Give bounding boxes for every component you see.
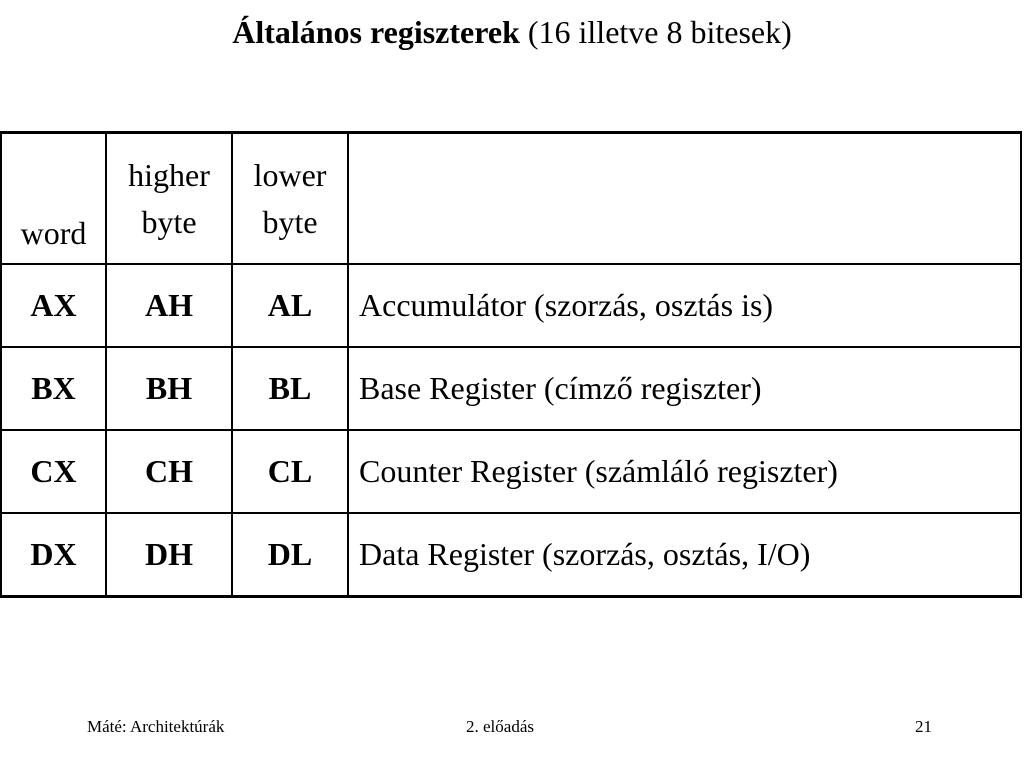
register-description: Counter Register (számláló regiszter) [348, 430, 1021, 513]
table-row [1, 347, 1021, 430]
table-row [1, 513, 1021, 597]
register-description: Accumulátor (szorzás, osztás is) [348, 264, 1021, 347]
header-higher-byte [106, 133, 232, 265]
header-word: word [1, 133, 106, 265]
register-word: CX [1, 430, 106, 513]
table-row [1, 264, 1021, 347]
register-high-byte: AH [106, 264, 232, 347]
register-word: AX [1, 264, 106, 347]
register-high-byte: DH [106, 513, 232, 597]
register-description: Base Register (címző regiszter) [348, 347, 1021, 430]
register-description: Data Register (szorzás, osztás, I/O) [348, 513, 1021, 597]
register-low-byte: BL [232, 347, 348, 430]
slide-title [0, 10, 1024, 54]
footer-lecture: 2. előadás [466, 717, 534, 736]
register-word: BX [1, 347, 106, 430]
register-low-byte: AL [232, 264, 348, 347]
table-header-row [1, 133, 1021, 265]
header-lower-byte [232, 133, 348, 265]
register-low-byte: DL [232, 513, 348, 597]
header-lower-byte-line2: byte [262, 203, 318, 240]
table-row [1, 430, 1021, 513]
register-low-byte: CL [232, 430, 348, 513]
slide-title-subtitle: (16 illetve 8 bitesek) [527, 14, 792, 50]
register-word: DX [1, 513, 106, 597]
slide-title-bold: Általános regiszterek [232, 14, 520, 50]
header-higher-byte-line1: higher [128, 156, 210, 193]
header-higher-byte-line2: byte [141, 203, 197, 240]
header-description [348, 133, 1021, 265]
footer-author: Máté: Architektúrák [87, 717, 225, 736]
registers-table [0, 131, 1022, 598]
register-high-byte: CH [106, 430, 232, 513]
footer-page-number: 21 [915, 717, 932, 736]
header-lower-byte-line1: lower [253, 156, 327, 193]
register-high-byte: BH [106, 347, 232, 430]
